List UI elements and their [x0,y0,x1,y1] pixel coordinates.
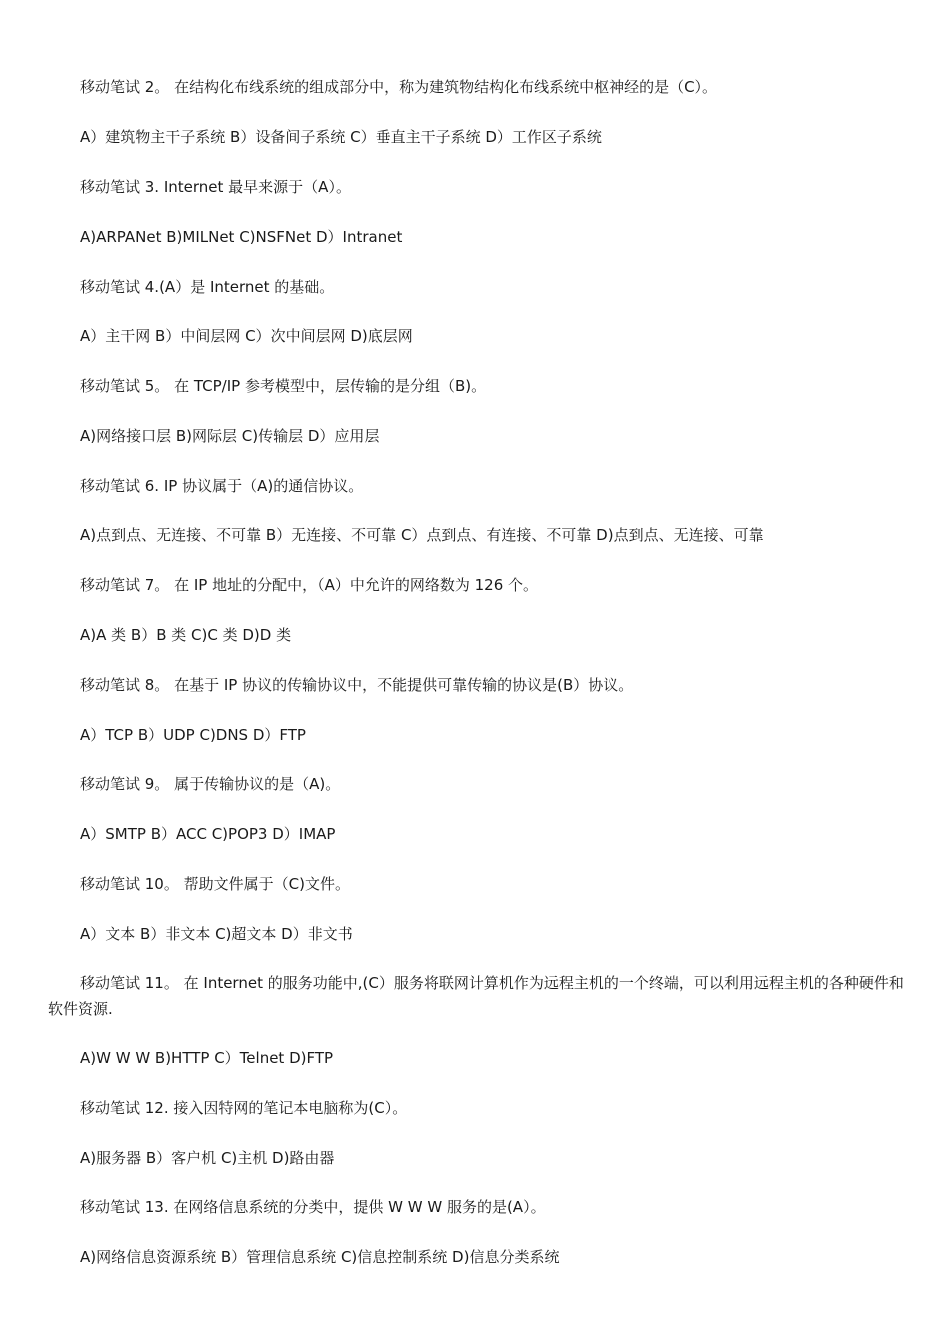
options-4: A）主干网 B）中间层网 C）次中间层网 D)底层网 [80,327,413,345]
options-11: A)W W W B)HTTP C）Telnet D)FTP [80,1049,334,1067]
question-11: 移动笔试 11。 在 Internet 的服务功能中,(C）服务将联网计算机作为远程主机的一个终端，可以利用远程主机的各种硬件和软件资源. [48,974,904,1018]
question-9: 移动笔试 9。 属于传输协议的是（A)。 [80,775,341,793]
options-13: A)网络信息资源系统 B）管理信息系统 C)信息控制系统 D)信息分类系统 [80,1248,560,1266]
options-7: A)A 类 B）B 类 C)C 类 D)D 类 [80,626,292,644]
options-6: A)点到点、无连接、不可靠 B）无连接、不可靠 C）点到点、有连接、不可靠 D)点到点、无连接、可靠 [80,526,764,544]
question-12: 移动笔试 12. 接入因特网的笔记本电脑称为(C）。 [80,1099,408,1117]
options-10: A）文本 B）非文本 C)超文本 D）非文书 [80,925,353,943]
options-8: A）TCP B）UDP C)DNS D）FTP [80,726,306,744]
question-4: 移动笔试 4.(A）是 Internet 的基础。 [80,278,335,296]
question-8: 移动笔试 8。 在基于 IP 协议的传输协议中，不能提供可靠传输的协议是(B）协议。 [80,676,634,694]
options-12: A)服务器 B）客户机 C)主机 D)路由器 [80,1149,335,1167]
question-6: 移动笔试 6. IP 协议属于（A)的通信协议。 [80,477,364,495]
question-7: 移动笔试 7。 在 IP 地址的分配中，（A）中允许的网络数为 126 个。 [80,576,539,594]
question-3: 移动笔试 3. Internet 最早来源于（A）。 [80,178,351,196]
options-2: A）建筑物主干子系统 B）设备间子系统 C）垂直主干子系统 D）工作区子系统 [80,128,602,146]
question-5: 移动笔试 5。 在 TCP/IP 参考模型中，层传输的是分组（B)。 [80,377,487,395]
options-3: A)ARPANet B)MILNet C)NSFNet D）Intranet [80,228,403,246]
question-13: 移动笔试 13. 在网络信息系统的分类中，提供 W W W 服务的是(A）。 [80,1198,546,1216]
options-9: A）SMTP B）ACC C)POP3 D）IMAP [80,825,336,843]
options-5: A)网络接口层 B)网际层 C)传输层 D）应用层 [80,427,380,445]
question-10: 移动笔试 10。 帮助文件属于（C)文件。 [80,875,350,893]
question-2: 移动笔试 2。 在结构化布线系统的组成部分中，称为建筑物结构化布线系统中枢神经的是（C）。 [80,78,718,96]
